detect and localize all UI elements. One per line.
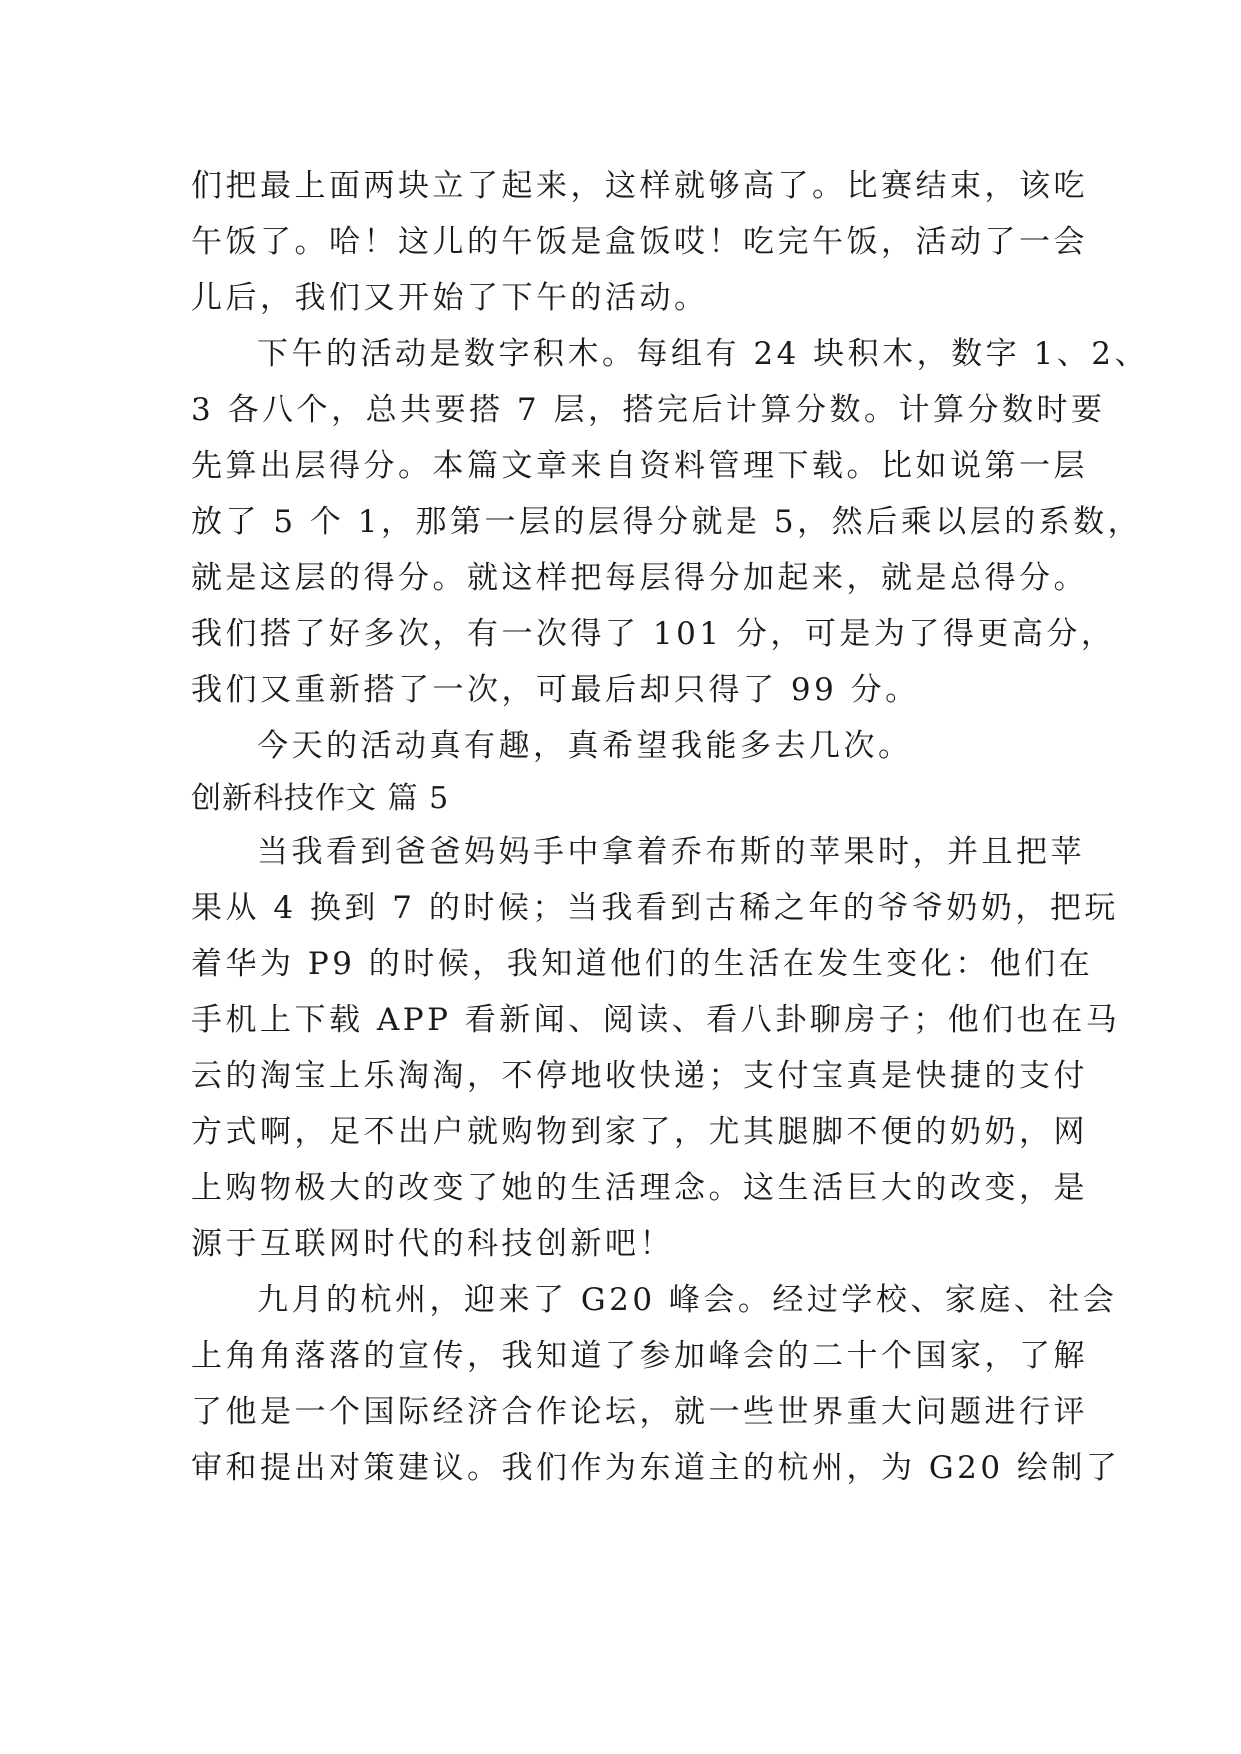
text-line: 们把最上面两块立了起来，这样就够高了。比赛结束，该吃 [191, 168, 1088, 204]
paragraph [191, 824, 1121, 1272]
paragraph [191, 1272, 1121, 1496]
document-body [191, 158, 1149, 1496]
text-line: 手机上下载 APP 看新闻、阅读、看八卦聊房子；他们也在马 [191, 1002, 1121, 1038]
text-line: 源于互联网时代的科技创新吧！ [191, 1226, 674, 1262]
text-line: 3 各八个，总共要搭 7 层，搭完后计算分数。计算分数时要 [191, 392, 1106, 428]
section-heading: 创新科技作文 篇 5 [191, 781, 450, 816]
text-line: 我们搭了好多次，有一次得了 101 分，可是为了得更高分， [191, 616, 1116, 652]
text-line: 下午的活动是数字积木。每组有 24 块积木，数字 1、2、 [257, 336, 1149, 372]
paragraph [191, 326, 1149, 718]
text-line: 儿后，我们又开始了下午的活动。 [191, 280, 709, 316]
text-line: 审和提出对策建议。我们作为东道主的杭州，为 G20 绘制了 [191, 1450, 1121, 1486]
text-line: 先算出层得分。本篇文章来自资料管理下载。比如说第一层 [191, 448, 1088, 484]
text-line: 上购物极大的改变了她的生活理念。这生活巨大的改变，是 [191, 1170, 1088, 1206]
text-line: 着华为 P9 的时候，我知道他们的生活在发生变化：他们在 [191, 946, 1094, 982]
text-line: 果从 4 换到 7 的时候；当我看到古稀之年的爷爷奶奶，把玩 [191, 890, 1119, 926]
text-line: 方式啊，足不出户就购物到家了，尤其腿脚不便的奶奶，网 [191, 1114, 1088, 1150]
text-line: 今天的活动真有趣，真希望我能多去几次。 [257, 728, 913, 764]
paragraph [191, 718, 1051, 774]
text-line: 放了 5 个 1，那第一层的层得分就是 5，然后乘以层的系数， [191, 504, 1143, 540]
text-line: 我们又重新搭了一次，可最后却只得了 99 分。 [191, 672, 920, 708]
text-line: 云的淘宝上乐淘淘，不停地收快递；支付宝真是快捷的支付 [191, 1058, 1088, 1094]
text-line: 上角角落落的宣传，我知道了参加峰会的二十个国家，了解 [191, 1338, 1088, 1374]
text-line: 午饭了。哈！这儿的午饭是盒饭哎！吃完午饭，活动了一会 [191, 224, 1088, 260]
text-line: 九月的杭州，迎来了 G20 峰会。经过学校、家庭、社会 [257, 1282, 1118, 1318]
text-line: 当我看到爸爸妈妈手中拿着乔布斯的苹果时，并且把苹 [257, 834, 1085, 870]
text-line: 就是这层的得分。就这样把每层得分加起来，就是总得分。 [191, 560, 1088, 596]
text-line: 了他是一个国际经济合作论坛，就一些世界重大问题进行评 [191, 1394, 1088, 1430]
paragraph [191, 158, 1088, 326]
